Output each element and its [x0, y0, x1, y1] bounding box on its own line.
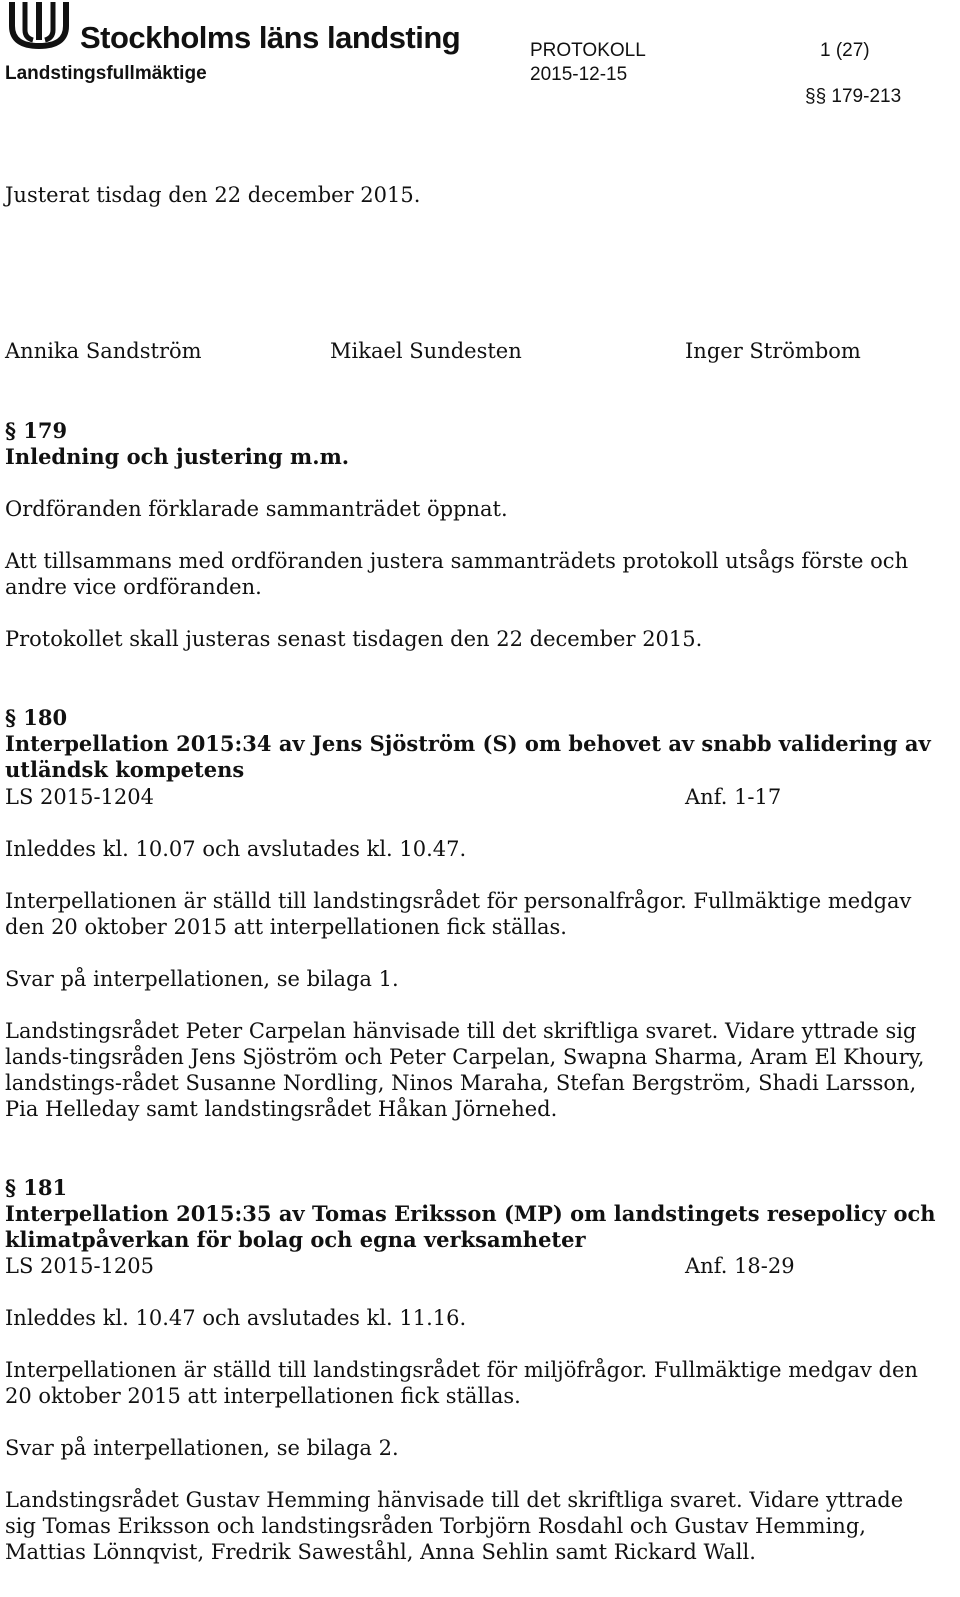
paragraph: Att tillsammans med ordföranden justera sammanträdets protokoll utsågs förste och andre vice ordföranden. [5, 549, 909, 599]
signatory-name: Annika Sandström [5, 339, 202, 363]
section-range: §§ 179-213 [805, 86, 902, 107]
paragraph: Interpellationen är ställd till landstingsrådet för miljöfrågor. Fullmäktige medgav den 20 oktober 2015 att interpellationen fick ställas. [5, 1358, 918, 1408]
section-number: § 181 [5, 1175, 68, 1200]
paragraph: Svar på interpellationen, se bilaga 2. [5, 1436, 399, 1460]
page-number: 1 (27) [820, 40, 870, 61]
document-date: 2015-12-15 [530, 64, 628, 85]
section-title: Interpellation 2015:35 av Tomas Eriksson (MP) om landstingets resepolicy och klimatpåverkan för bolag och egna verksamheter [5, 1201, 936, 1252]
landsting-logo-icon [8, 0, 70, 50]
paragraph: Svar på interpellationen, se bilaga 1. [5, 967, 399, 991]
speech-reference: Anf. 1-17 [685, 785, 782, 809]
paragraph: Protokollet skall justeras senast tisdagen den 22 december 2015. [5, 627, 703, 651]
paragraph: Interpellationen är ställd till landstingsrådet för personalfrågor. Fullmäktige medgav den 20 oktober 2015 att interpellationen fick ställas. [5, 889, 912, 939]
signatory-name: Mikael Sundesten [330, 339, 522, 363]
session-time: Inleddes kl. 10.47 och avslutades kl. 11.16. [5, 1306, 467, 1330]
reference-row [5, 784, 940, 810]
speech-reference: Anf. 18-29 [685, 1254, 795, 1278]
section-number: § 180 [5, 705, 68, 730]
paragraph: Landstingsrådet Peter Carpelan hänvisade till det skriftliga svaret. Vidare yttrade sig lands-tingsråden Jens Sjöström och Peter Carpelan, Swapna Sharma, Aram El Khoury, landstings-rådet Susanne Nordling, Ninos Maraha, Stefan Bergström, Shadi Larsson, Pia Helleday samt landstingsrådet Håkan Jörnehed. [5, 1019, 925, 1121]
session-time: Inleddes kl. 10.07 och avslutades kl. 10.47. [5, 837, 467, 861]
logo-wordmark: Stockholms läns landsting [80, 20, 461, 55]
case-number: LS 2015-1205 [5, 1254, 154, 1278]
section-title: Interpellation 2015:34 av Jens Sjöström (S) om behovet av snabb validering av utländsk kompetens [5, 731, 931, 782]
document-type: PROTOKOLL [530, 40, 646, 61]
case-number: LS 2015-1204 [5, 785, 154, 809]
paragraph: Ordföranden förklarade sammanträdet öppnat. [5, 497, 508, 521]
organization-name: Landstingsfullmäktige [5, 63, 207, 84]
signatory-name: Inger Strömbom [685, 339, 861, 363]
section-title: Inledning och justering m.m. [5, 444, 350, 469]
reference-row [5, 1253, 940, 1279]
paragraph: Landstingsrådet Gustav Hemming hänvisade till det skriftliga svaret. Vidare yttrade sig Tomas Eriksson och landstingsråden Torbjörn Rosdahl och Gustav Hemming, Mattias Lönnqvist, Fredrik Saweståhl, Anna Sehlin samt Rickard Wall. [5, 1488, 904, 1564]
section-number: § 179 [5, 418, 68, 443]
attestation-note: Justerat tisdag den 22 december 2015. [5, 183, 421, 207]
